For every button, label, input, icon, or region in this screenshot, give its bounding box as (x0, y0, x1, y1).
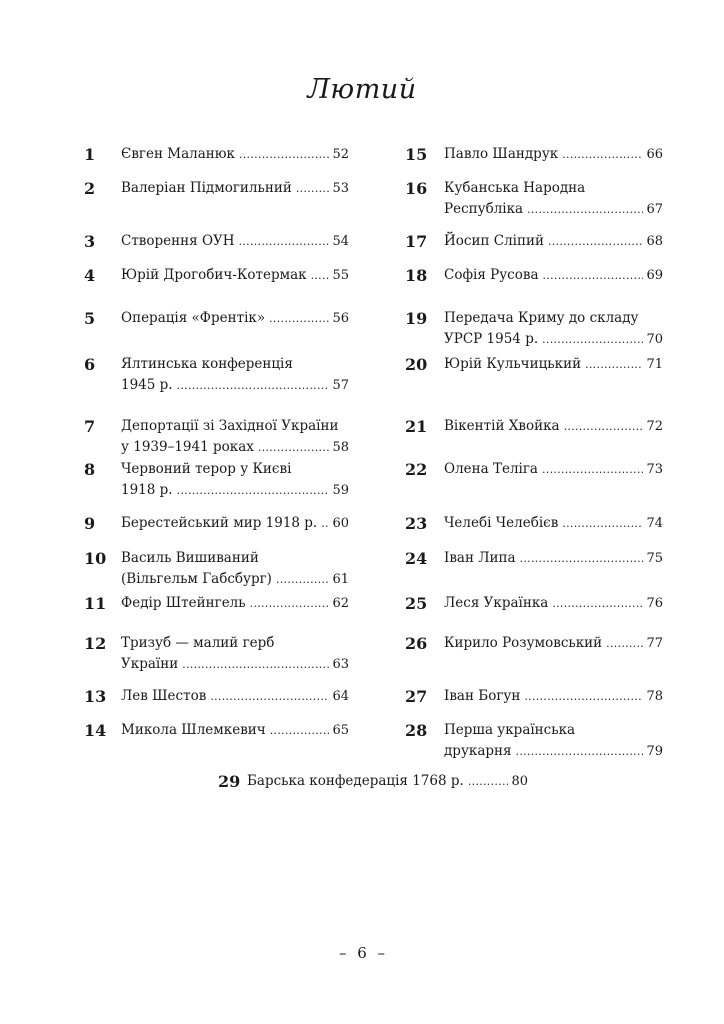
dot-leader (562, 145, 643, 166)
dot-leader (239, 145, 329, 166)
entry-line (121, 231, 349, 253)
page-number: – 6 – (338, 944, 386, 962)
dot-leader (585, 355, 643, 376)
entry-title: Лев Шестов (121, 688, 207, 704)
entry-body (444, 308, 663, 350)
entry-page-number: 70 (646, 331, 663, 347)
entry-body (121, 593, 349, 615)
entry-page-number: 66 (646, 147, 663, 162)
entry-line (444, 741, 663, 763)
entry-title: Кубанська Народна (444, 180, 586, 196)
entry-line (121, 654, 349, 676)
entry-title: Федір Штейнгель (121, 595, 246, 611)
entry-title: Операція «Френтік» (121, 310, 266, 326)
entry-line (444, 308, 663, 329)
entry-line (444, 593, 663, 615)
entry-line (121, 720, 349, 742)
dot-leader (548, 232, 643, 253)
entry-title: Перша українська (444, 722, 576, 738)
dot-leader (552, 594, 643, 615)
dot-leader (182, 655, 329, 676)
entry-page-number: 68 (646, 234, 663, 249)
entry-title: Валеріан Підмогильний (121, 180, 292, 196)
entry-number: 18 (405, 266, 428, 285)
dot-leader (542, 330, 643, 351)
entry-line (121, 593, 349, 615)
entry-body (444, 144, 663, 166)
entry-number: 19 (405, 309, 428, 328)
entry-body (121, 459, 349, 501)
entry-number: 12 (84, 634, 107, 653)
entry-number: 3 (84, 232, 96, 251)
entry-page-number: 74 (646, 516, 663, 531)
entry-page-number: 69 (646, 268, 663, 283)
entry-number: 9 (84, 514, 96, 533)
entry-title: Юрій Кульчицький (444, 356, 582, 372)
entry-title: друкарня (444, 742, 512, 759)
dot-leader (311, 266, 330, 287)
entry-page-number: 65 (332, 723, 349, 738)
entry-page-number: 79 (646, 743, 663, 759)
entry-body (444, 593, 663, 615)
entry-number: 20 (405, 355, 428, 374)
entry-line (444, 720, 663, 741)
entry-title: Юрій Дрогобич-Котермак (121, 267, 307, 283)
entry-number: 27 (405, 687, 428, 706)
entry-page-number: 80 (511, 774, 528, 789)
entry-body (121, 178, 349, 200)
dot-leader (516, 742, 644, 763)
dot-leader (468, 772, 509, 793)
dot-leader (527, 200, 643, 221)
entry-line (444, 416, 663, 438)
entry-number: 17 (405, 232, 428, 251)
entry-body (444, 416, 663, 438)
entry-line (121, 416, 349, 437)
entry-page-number: 52 (332, 147, 349, 162)
dot-leader (258, 438, 330, 459)
entry-number: 23 (405, 514, 428, 533)
dot-leader (210, 687, 329, 708)
entry-line (121, 144, 349, 166)
dot-leader (276, 570, 330, 591)
entry-title: Барська конфедерація 1768 р. (247, 773, 464, 789)
entry-page-number: 72 (646, 419, 663, 434)
entry-line (121, 480, 349, 502)
entry-line (121, 513, 349, 535)
entry-number: 10 (84, 549, 107, 568)
dot-leader (177, 481, 330, 502)
entry-title: Іван Липа (444, 550, 516, 566)
entry-body (121, 265, 349, 287)
entry-line (121, 686, 349, 708)
entry-number: 1 (84, 145, 96, 164)
entry-title: Вікентій Хвойка (444, 418, 560, 434)
dot-leader (269, 309, 329, 330)
entry-body (444, 548, 663, 570)
entry-number: 21 (405, 417, 428, 436)
entry-line (121, 548, 349, 569)
entry-body (121, 686, 349, 708)
entry-number: 7 (84, 417, 96, 436)
entry-line (121, 437, 349, 459)
entry-number: 24 (405, 549, 428, 568)
dot-leader (177, 376, 330, 397)
entry-line (121, 308, 349, 330)
entry-number: 11 (84, 594, 107, 613)
entry-line (444, 265, 663, 287)
entry-body (444, 633, 663, 655)
entry-body (121, 354, 349, 396)
entry-line (444, 513, 663, 535)
entry-title: у 1939–1941 роках (121, 438, 254, 455)
entry-line (444, 144, 663, 166)
entry-title: Микола Шлемкевич (121, 722, 266, 738)
dot-leader (296, 179, 330, 200)
entry-line (444, 686, 663, 708)
entry-line (444, 231, 663, 253)
entry-title: Тризуб — малий герб (121, 635, 275, 651)
page-title: Лютий (307, 74, 417, 105)
entry-title: УРСР 1954 р. (444, 330, 539, 347)
entry-page-number: 61 (332, 571, 349, 587)
entry-page-number: 58 (332, 439, 349, 455)
entry-title: Павло Шандрук (444, 146, 559, 162)
entry-number: 22 (405, 460, 428, 479)
entry-page-number: 62 (332, 596, 349, 611)
entry-body (444, 459, 663, 481)
dot-leader (270, 721, 330, 742)
entry-title: Республіка (444, 200, 524, 217)
entry-title: 1918 р. (121, 481, 173, 498)
entry-number: 26 (405, 634, 428, 653)
entry-title: 1945 р. (121, 376, 173, 393)
entry-number: 14 (84, 721, 107, 740)
entry-line (121, 633, 349, 654)
entry-page-number: 63 (332, 656, 349, 672)
entry-title: України (121, 655, 179, 672)
entry-line (444, 548, 663, 570)
entry-page-number: 60 (332, 516, 349, 531)
entry-page-number: 57 (332, 377, 349, 393)
entry-title: Леся Українка (444, 595, 549, 611)
entry-title: Передача Криму до складу (444, 310, 639, 326)
entry-line (444, 178, 663, 199)
dot-leader (321, 514, 329, 535)
entry-line (121, 569, 349, 591)
entry-title: Червоний терор у Києві (121, 461, 292, 477)
entry-body (121, 231, 349, 253)
entry-number: 4 (84, 266, 96, 285)
entry-body (121, 548, 349, 590)
entry-page-number: 73 (646, 462, 663, 477)
entry-number: 5 (84, 309, 96, 328)
entry-title: Софія Русова (444, 267, 539, 283)
entry-line (247, 771, 528, 793)
dot-leader (520, 549, 644, 570)
entry-line (444, 199, 663, 221)
dot-leader (543, 266, 644, 287)
entry-number: 25 (405, 594, 428, 613)
entry-line (121, 459, 349, 480)
entry-title: Кирило Розумовський (444, 635, 603, 651)
entry-page-number: 67 (646, 201, 663, 217)
entry-title: Іван Богун (444, 688, 521, 704)
entry-line (444, 633, 663, 655)
entry-page-number: 56 (332, 311, 349, 326)
entry-line (444, 459, 663, 481)
entry-body (444, 720, 663, 762)
entry-page-number: 71 (646, 357, 663, 372)
entry-title: Створення ОУН (121, 233, 235, 249)
entry-body (444, 686, 663, 708)
entry-page-number: 78 (646, 689, 663, 704)
entry-page-number: 75 (646, 551, 663, 566)
entry-page-number: 59 (332, 482, 349, 498)
entry-title: Ялтинська конференція (121, 356, 293, 372)
entry-body (121, 720, 349, 742)
entry-title: (Вільгельм Габсбург) (121, 570, 272, 587)
entry-page-number: 77 (646, 636, 663, 651)
entry-number: 2 (84, 179, 96, 198)
entry-body (444, 354, 663, 376)
dot-leader (250, 594, 330, 615)
entry-body (121, 308, 349, 330)
entry-line (121, 354, 349, 375)
entry-number: 13 (84, 687, 107, 706)
entry-number: 16 (405, 179, 428, 198)
entry-page-number: 64 (332, 689, 349, 704)
dot-leader (524, 687, 643, 708)
entry-body (444, 178, 663, 220)
entry-line (121, 178, 349, 200)
entry-title: Олена Теліга (444, 461, 538, 477)
entry-body (444, 513, 663, 535)
entry-page-number: 54 (332, 234, 349, 249)
entry-body (444, 265, 663, 287)
entry-body (121, 513, 349, 535)
entry-line (444, 354, 663, 376)
entry-page-number: 76 (646, 596, 663, 611)
entry-title: Депортації зі Західної України (121, 418, 339, 434)
entry-title: Євген Маланюк (121, 146, 235, 162)
entry-line (444, 329, 663, 351)
entry-number: 15 (405, 145, 428, 164)
entry-title: Йосип Сліпий (444, 233, 544, 249)
dot-leader (564, 417, 644, 438)
dot-leader (606, 634, 643, 655)
entry-number: 6 (84, 355, 96, 374)
entry-body (121, 633, 349, 675)
dot-leader (542, 460, 643, 481)
entry-line (121, 375, 349, 397)
entry-title: Челебі Челебієв (444, 515, 559, 531)
entry-body (444, 231, 663, 253)
dot-leader (239, 232, 330, 253)
entry-page-number: 55 (332, 268, 349, 283)
entry-body (121, 416, 349, 458)
entry-title: Василь Вишиваний (121, 550, 259, 566)
entry-number: 8 (84, 460, 96, 479)
entry-number: 29 (218, 772, 241, 791)
entry-line (121, 265, 349, 287)
dot-leader (562, 514, 643, 535)
entry-body (121, 144, 349, 166)
entry-body (247, 771, 528, 793)
entry-title: Берестейський мир 1918 р. (121, 515, 318, 531)
entry-page-number: 53 (332, 181, 349, 196)
entry-number: 28 (405, 721, 428, 740)
